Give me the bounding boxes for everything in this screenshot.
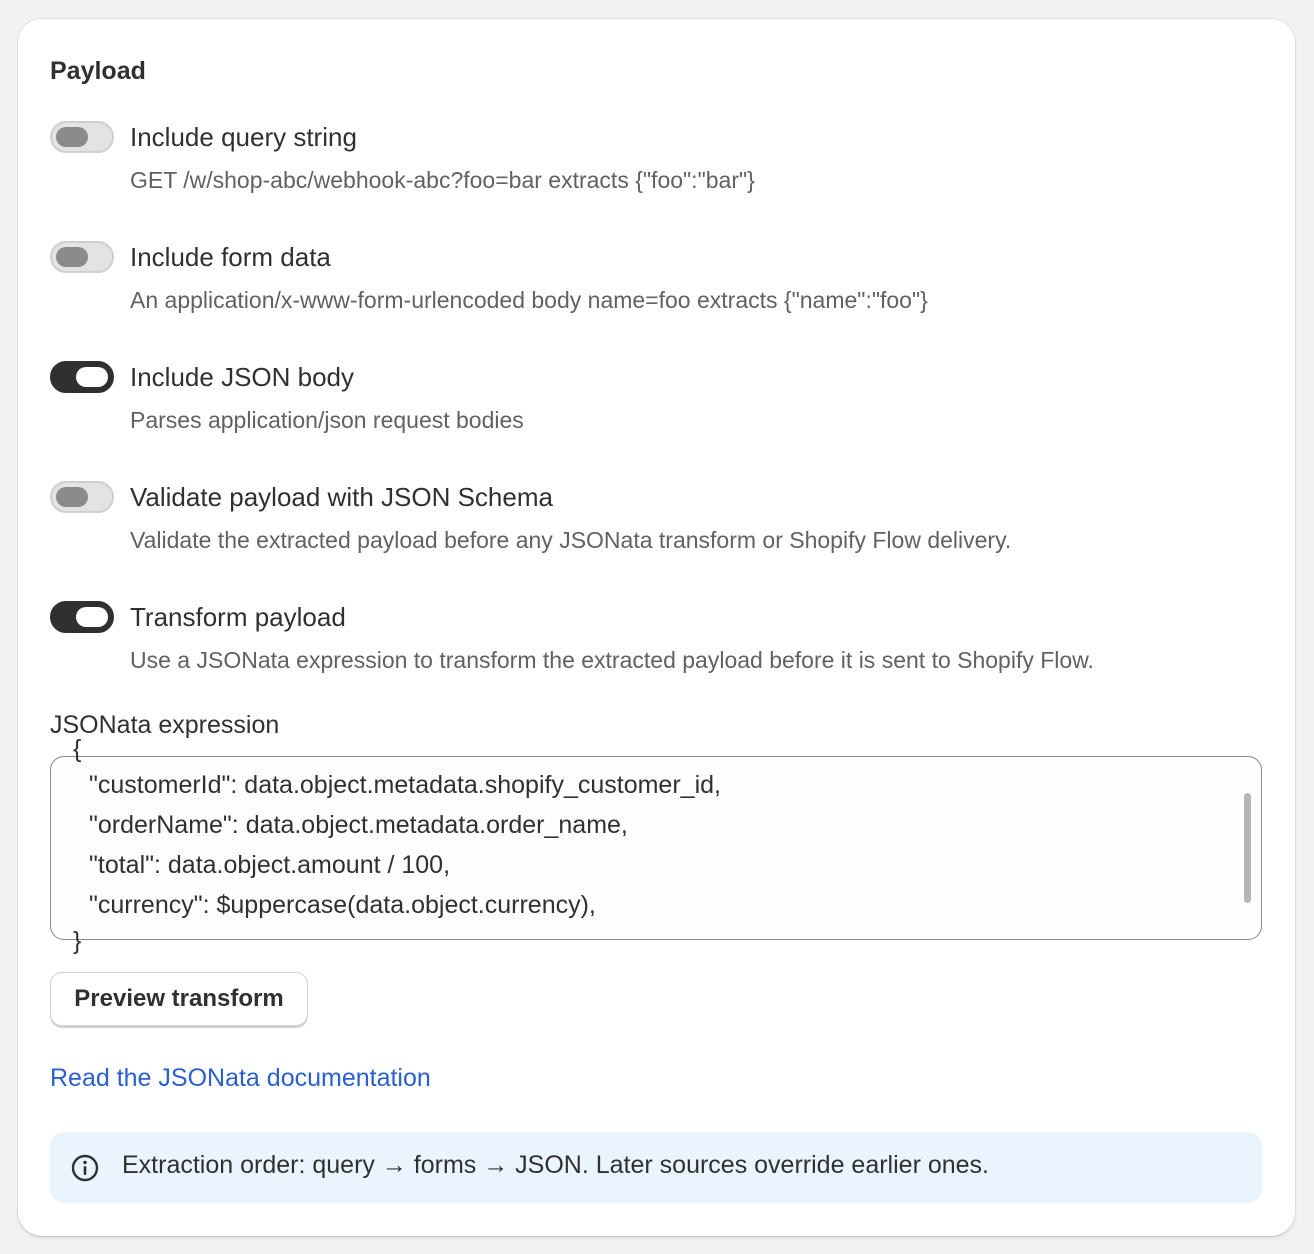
preview-transform-button[interactable]: Preview transform xyxy=(50,972,308,1026)
option-description: Validate the extracted payload before any JSONata transform or Shopify Flow delivery. xyxy=(130,527,1012,553)
code-line: "total": data.object.amount / 100, xyxy=(89,851,451,879)
toggle-include-json-body[interactable] xyxy=(50,361,114,393)
editor-scrollbar[interactable] xyxy=(1244,793,1251,903)
option-label: Include query string xyxy=(130,122,357,152)
toggle-knob xyxy=(56,247,88,267)
code-close-brace: } xyxy=(73,927,82,955)
option-validate-json-schema xyxy=(50,479,1250,569)
option-description: An application/x-www-form-urlencoded body name=foo extracts {"name":"foo"} xyxy=(130,287,928,313)
toggle-knob xyxy=(76,607,108,627)
option-include-query-string xyxy=(50,119,1250,209)
jsonata-expression-label: JSONata expression xyxy=(50,711,280,739)
toggle-include-form-data[interactable] xyxy=(50,241,114,273)
option-include-json-body xyxy=(50,359,1250,449)
option-label: Include form data xyxy=(130,242,331,272)
info-banner xyxy=(50,1132,1262,1203)
toggle-knob xyxy=(56,127,88,147)
info-icon xyxy=(70,1153,100,1183)
option-description: Parses application/json request bodies xyxy=(130,407,524,433)
option-description: Use a JSONata expression to transform the extracted payload before it is sent to Shopify Flow. xyxy=(130,647,1094,673)
info-banner-text: Extraction order: query → forms → JSON. Later sources override earlier ones. xyxy=(122,1151,989,1179)
code-line: "currency": $uppercase(data.object.currency), xyxy=(89,891,596,919)
toggle-knob xyxy=(56,487,88,507)
toggle-knob xyxy=(76,367,108,387)
jsonata-docs-link[interactable]: Read the JSONata documentation xyxy=(50,1064,431,1092)
jsonata-expression-editor[interactable] xyxy=(50,735,1262,955)
option-transform-payload xyxy=(50,599,1250,689)
code-line: "orderName": data.object.metadata.order_name, xyxy=(89,811,628,839)
toggle-validate-json-schema[interactable] xyxy=(50,481,114,513)
option-label: Validate payload with JSON Schema xyxy=(130,482,553,512)
option-description: GET /w/shop-abc/webhook-abc?foo=bar extracts {"foo":"bar"} xyxy=(130,167,755,193)
code-open-brace: { xyxy=(73,735,82,763)
code-line: "customerId": data.object.metadata.shopify_customer_id, xyxy=(89,771,721,799)
option-label: Include JSON body xyxy=(130,362,355,392)
toggle-include-query-string[interactable] xyxy=(50,121,114,153)
toggle-transform-payload[interactable] xyxy=(50,601,114,633)
payload-card xyxy=(18,19,1295,1236)
option-include-form-data xyxy=(50,239,1250,329)
section-title: Payload xyxy=(50,57,146,85)
option-label: Transform payload xyxy=(130,602,346,632)
